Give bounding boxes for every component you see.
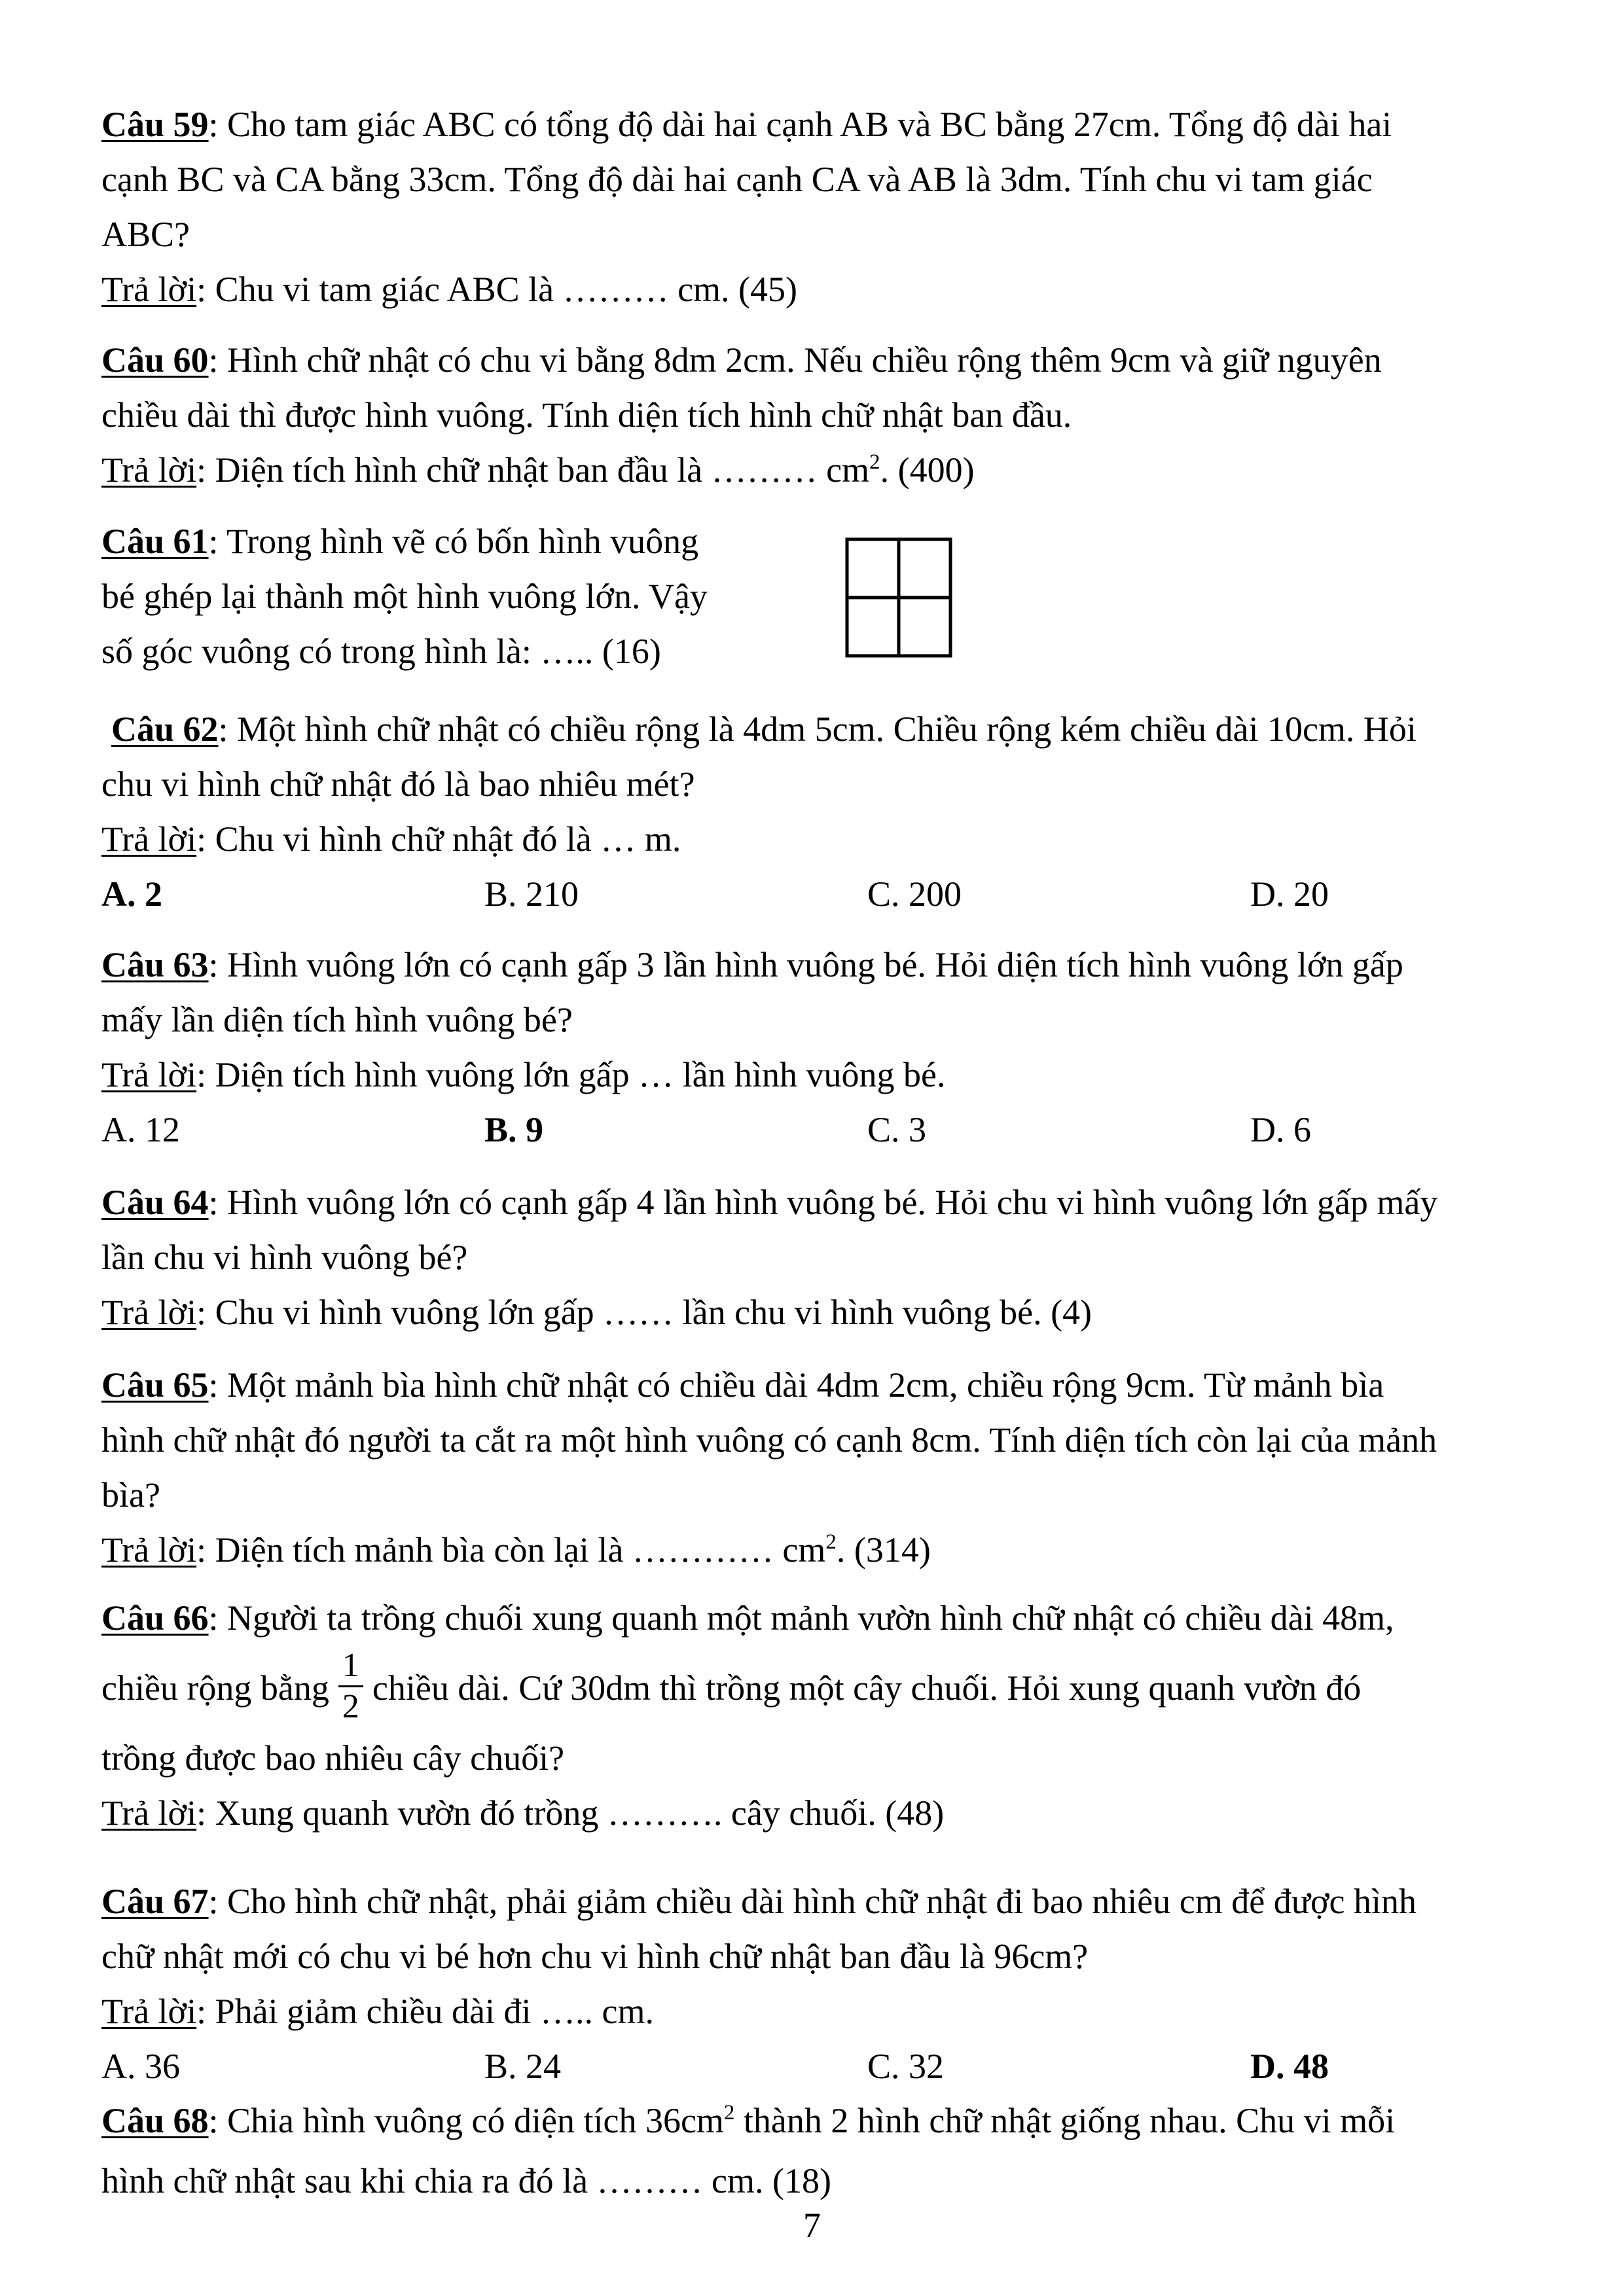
question-text: : Một hình chữ nhật có chiều rộng là 4dm 5cm. Chiều rộng kém chiều dài 10cm. Hỏi: [218, 709, 1416, 749]
question-label: Câu 63: [101, 945, 209, 984]
question-62-continued: [101, 757, 1561, 922]
question-text: chiều rộng bằng: [101, 1668, 329, 1708]
answer-label: Trả lời: [101, 1293, 197, 1332]
question-text: thành 2 hình chữ nhật giống nhau. Chu vi mỗi: [734, 2101, 1396, 2140]
question-text: : Chia hình vuông có diện tích 36cm: [208, 2101, 724, 2140]
question-text: chữ nhật mới có chu vi bé hơn chu vi hình chữ nhật ban đầu là 96cm?: [101, 1937, 1089, 1976]
question-text: : Cho hình chữ nhật, phải giảm chiều dài hình chữ nhật đi bao nhiêu cm để được hình: [208, 1882, 1416, 1921]
answer-text: : Phải giảm chiều dài đi ….. cm.: [196, 1992, 654, 2031]
answer-label: Trả lời: [101, 1992, 197, 2031]
options-row: [101, 867, 1561, 922]
option-c: C. 32: [867, 2047, 945, 2086]
question-text: : Một mảnh bìa hình chữ nhật có chiều dài 4dm 2cm, chiều rộng 9cm. Từ mảnh bìa: [208, 1365, 1384, 1405]
question-text: : Người ta trồng chuối xung quanh một mảnh vườn hình chữ nhật có chiều dài 48m,: [208, 1598, 1394, 1638]
answer-text: : Chu vi hình vuông lớn gấp …… lần chu vi hình vuông bé. (4): [196, 1293, 1092, 1332]
answer-label: Trả lời: [101, 1530, 197, 1570]
question-text: lần chu vi hình vuông bé?: [101, 1238, 468, 1277]
answer-text: . (314): [836, 1530, 931, 1570]
option-d: D. 6: [1250, 1110, 1311, 1149]
question-64: [101, 1175, 1561, 1340]
question-62: [111, 702, 1571, 757]
option-d: D. 48: [1250, 2047, 1329, 2086]
option-b: B. 9: [484, 1110, 544, 1149]
superscript: 2: [825, 1530, 837, 1554]
question-text: bìa?: [101, 1475, 160, 1515]
question-label: Câu 61: [101, 522, 209, 561]
answer-text: : Chu vi tam giác ABC là ……… cm. (45): [196, 270, 798, 309]
answer-text: : Chu vi hình chữ nhật đó là … m.: [196, 819, 681, 859]
question-text: chiều dài. Cứ 30dm thì trồng một cây chuối. Hỏi xung quanh vườn đó: [372, 1668, 1362, 1708]
question-label: Câu 66: [101, 1598, 209, 1638]
question-text: hình chữ nhật đó người ta cắt ra một hình vuông có cạnh 8cm. Tính diện tích còn lại của mảnh: [101, 1420, 1437, 1460]
question-66: [101, 1590, 1561, 1840]
answer-label: Trả lời: [101, 1793, 197, 1833]
question-label: Câu 59: [101, 105, 209, 144]
question-text: trồng được bao nhiêu cây chuối?: [101, 1738, 565, 1778]
page-number: 7: [803, 2206, 821, 2245]
question-text: ABC?: [101, 215, 190, 254]
question-label: Câu 60: [101, 340, 209, 380]
answer-text: : Diện tích hình vuông lớn gấp … lần hình vuông bé.: [196, 1055, 946, 1094]
question-60: [101, 332, 1561, 503]
superscript: 2: [723, 2101, 735, 2125]
answer-text: : Diện tích mảnh bìa còn lại là ………… cm: [196, 1530, 826, 1570]
question-text: : Hình chữ nhật có chu vi bằng 8dm 2cm. Nếu chiều rộng thêm 9cm và giữ nguyên: [208, 340, 1382, 380]
question-label: Câu 65: [101, 1365, 209, 1405]
answer-text: : Diện tích hình chữ nhật ban đầu là ……… cm: [196, 450, 870, 490]
question-text: bé ghép lại thành một hình vuông lớn. Vậy: [101, 577, 708, 616]
question-label: Câu 62: [111, 709, 219, 749]
superscript: 2: [869, 450, 880, 474]
option-b: B. 210: [484, 874, 579, 914]
question-text: : Trong hình vẽ có bốn hình vuông: [208, 522, 699, 561]
question-65: [101, 1357, 1561, 1583]
fraction-numerator: 1: [338, 1646, 363, 1687]
question-label: Câu 64: [101, 1183, 209, 1222]
answer-label: Trả lời: [101, 270, 197, 309]
option-c: C. 200: [867, 874, 962, 914]
option-c: C. 3: [867, 1110, 927, 1149]
option-d: D. 20: [1250, 874, 1329, 914]
question-63: [101, 937, 1561, 1157]
fraction-one-half: [338, 1646, 363, 1727]
options-row: [101, 2039, 1561, 2094]
answer-label: Trả lời: [101, 1055, 197, 1094]
question-text: : Hình vuông lớn có cạnh gấp 3 lần hình vuông bé. Hỏi diện tích hình vuông lớn gấp: [208, 945, 1403, 984]
question-59: [101, 97, 1561, 317]
option-a: A. 36: [101, 2047, 180, 2086]
question-text: số góc vuông có trong hình là: ….. (16): [101, 632, 661, 671]
question-text: mấy lần diện tích hình vuông bé?: [101, 1000, 573, 1039]
four-squares-figure: [844, 537, 956, 661]
answer-label: Trả lời: [101, 450, 197, 490]
question-text: hình chữ nhật sau khi chia ra đó là ……… cm. (18): [101, 2161, 831, 2200]
question-text: : Cho tam giác ABC có tổng độ dài hai cạnh AB và BC bằng 27cm. Tổng độ dài hai: [208, 105, 1392, 144]
question-67: [101, 1874, 1561, 2094]
answer-text: . (400): [880, 450, 975, 490]
question-text: chiều dài thì được hình vuông. Tính diện tích hình chữ nhật ban đầu.: [101, 395, 1072, 435]
question-text: chu vi hình chữ nhật đó là bao nhiêu mét?: [101, 764, 695, 804]
fraction-denominator: 2: [342, 1688, 359, 1726]
question-68: [101, 2093, 1561, 2208]
answer-label: Trả lời: [101, 819, 197, 859]
question-label: Câu 68: [101, 2101, 209, 2140]
answer-text: : Xung quanh vườn đó trồng ………. cây chuối. (48): [196, 1793, 945, 1833]
option-b: B. 24: [484, 2047, 562, 2086]
question-61: [101, 514, 1561, 679]
option-a: A. 12: [101, 1110, 180, 1149]
question-text: cạnh BC và CA bằng 33cm. Tổng độ dài hai cạnh CA và AB là 3dm. Tính chu vi tam giác: [101, 160, 1373, 199]
question-label: Câu 67: [101, 1882, 209, 1921]
options-row: [101, 1102, 1561, 1157]
option-a: A. 2: [101, 874, 162, 914]
question-text: : Hình vuông lớn có cạnh gấp 4 lần hình vuông bé. Hỏi chu vi hình vuông lớn gấp mấy: [208, 1183, 1438, 1222]
